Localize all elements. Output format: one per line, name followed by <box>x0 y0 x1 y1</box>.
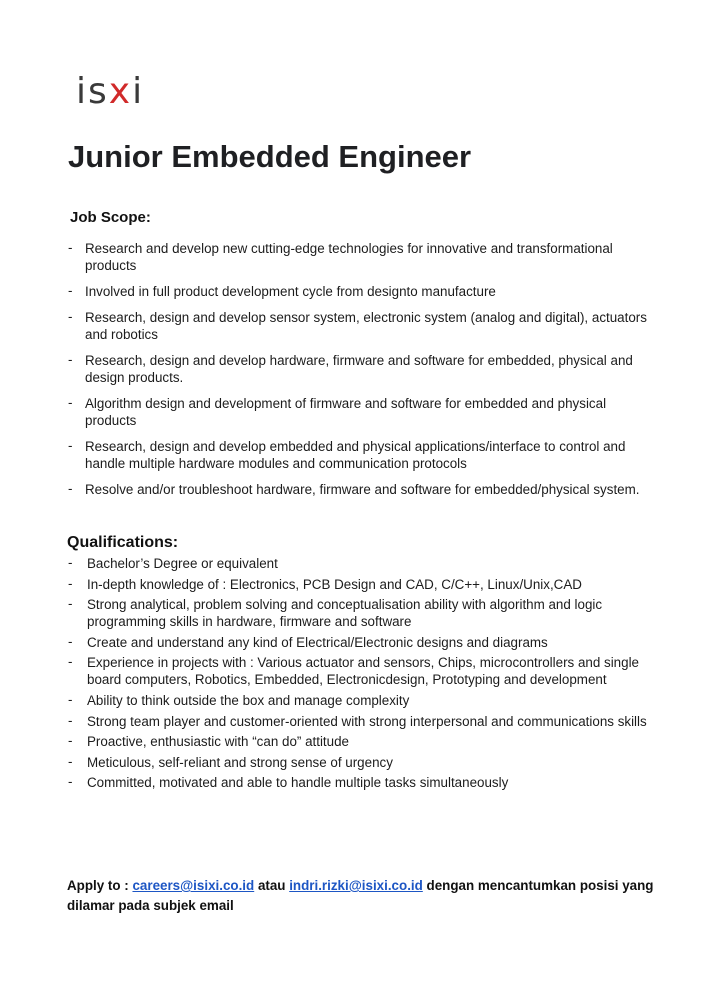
logo-text-i: i <box>132 71 145 112</box>
list-item <box>67 774 657 791</box>
list-item <box>67 692 657 709</box>
apply-connector: atau <box>254 878 290 893</box>
list-item-text: Strong team player and customer-oriented with strong interpersonal and communications skills <box>87 713 647 729</box>
list-item-text: Experience in projects with : Various actuator and sensors, Chips, microcontrollers and single board computers, Robotics, Embedded, Electronicdesign, Prototyping and development <box>87 655 640 688</box>
bullet-dash: - <box>68 395 73 410</box>
bullet-dash: - <box>68 774 73 790</box>
list-item-text: Strong analytical, problem solving and conceptualisation ability with algorithm and logic programming skills in hardware, firmware and software <box>87 597 603 630</box>
isixi-logo <box>76 71 145 112</box>
list-item-text: Proactive, enthusiastic with “can do” attitude <box>87 734 349 750</box>
job-scope-list <box>67 240 652 507</box>
bullet-dash: - <box>68 575 73 591</box>
bullet-dash: - <box>68 283 73 298</box>
list-item <box>67 596 657 630</box>
list-item-text: Committed, motivated and able to handle multiple tasks simultaneously <box>87 775 509 791</box>
qualifications-list <box>67 555 657 795</box>
bullet-dash: - <box>68 309 73 324</box>
qualifications-heading: Qualifications: <box>67 534 179 551</box>
list-item <box>67 395 652 429</box>
list-item-text: Create and understand any kind of Electrical/Electronic designs and diagrams <box>87 634 548 650</box>
list-item-text: Bachelor’s Degree or equivalent <box>87 556 278 571</box>
apply-suffix: dengan mencantumkan posisi yang dilamar pada subjek email <box>67 878 654 913</box>
bullet-dash: - <box>68 691 73 707</box>
list-item <box>67 352 652 386</box>
careers-email-link[interactable]: careers@isixi.co.id <box>132 878 255 893</box>
page-title: Junior Embedded Engineer <box>68 139 472 174</box>
apply-prefix: Apply to : <box>67 878 133 893</box>
list-item-text: Research, design and develop embedded and physical applications/interface to control and handle multiple hardware modules and communication protocols <box>85 439 626 471</box>
list-item-text: Involved in full product development cycle from designto manufacture <box>85 284 496 299</box>
list-item <box>67 634 657 651</box>
list-item-text: Resolve and/or troubleshoot hardware, firmware and software for embedded/physical system. <box>85 482 640 497</box>
bullet-dash: - <box>68 712 73 728</box>
list-item-text: Meticulous, self-reliant and strong sense of urgency <box>87 754 393 770</box>
list-item <box>67 309 652 343</box>
bullet-dash: - <box>68 352 73 367</box>
logo-text-is: is <box>76 71 109 112</box>
bullet-dash: - <box>68 733 73 749</box>
list-item <box>67 576 657 593</box>
list-item-text: Research, design and develop sensor system, electronic system (analog and digital), actuators and robotics <box>85 310 647 342</box>
logo-text-x: x <box>108 71 133 112</box>
list-item-text: Research, design and develop hardware, firmware and software for embedded, physical and design products. <box>85 353 633 385</box>
list-item-text: In-depth knowledge of : Electronics, PCB Design and CAD, C/C++, Linux/Unix,CAD <box>87 576 582 592</box>
bullet-dash: - <box>68 654 73 670</box>
list-item <box>67 733 657 750</box>
bullet-dash: - <box>68 438 73 453</box>
bullet-dash: - <box>68 555 73 570</box>
bullet-dash: - <box>68 481 73 496</box>
list-item <box>67 713 657 730</box>
list-item <box>67 555 657 572</box>
job-scope-heading: Job Scope: <box>70 209 151 226</box>
list-item-text: Ability to think outside the box and manage complexity <box>87 692 410 708</box>
list-item <box>67 283 652 300</box>
list-item <box>67 438 652 472</box>
recruiter-email-link[interactable]: indri.rizki@isixi.co.id <box>289 878 423 893</box>
list-item <box>67 240 652 274</box>
list-item <box>67 754 657 771</box>
list-item <box>67 654 657 688</box>
list-item-text: Algorithm design and development of firmware and software for embedded and physical products <box>85 396 607 428</box>
bullet-dash: - <box>68 753 73 769</box>
list-item-text: Research and develop new cutting-edge technologies for innovative and transformational products <box>85 241 613 273</box>
bullet-dash: - <box>68 633 73 649</box>
list-item <box>67 481 652 498</box>
apply-instructions <box>67 876 667 916</box>
bullet-dash: - <box>68 240 73 255</box>
bullet-dash: - <box>68 596 73 612</box>
